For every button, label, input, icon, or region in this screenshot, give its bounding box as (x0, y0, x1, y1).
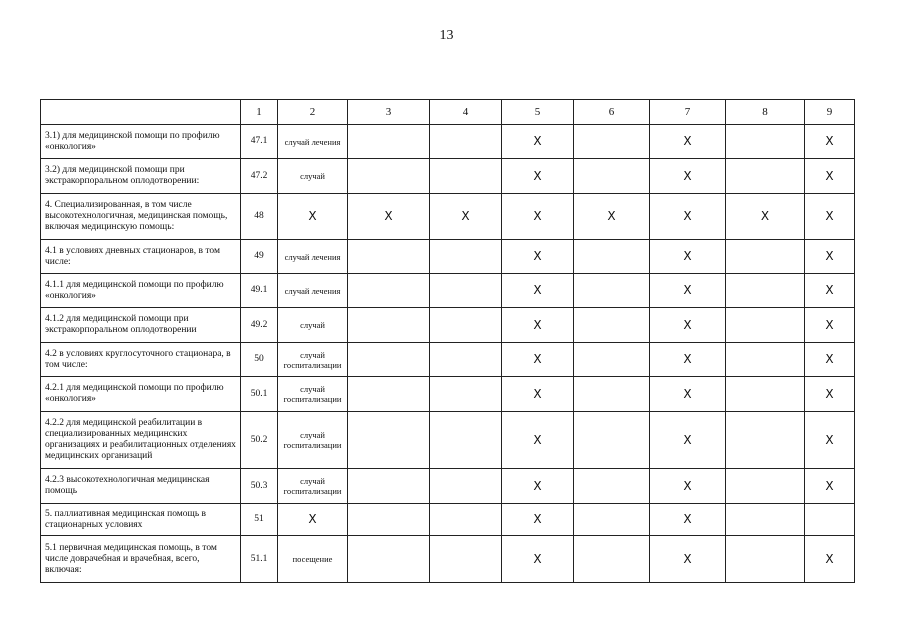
cell-mark (726, 377, 805, 412)
row-code: 47.2 (241, 159, 278, 194)
column-header-2: 2 (278, 100, 348, 125)
table-body (41, 125, 855, 583)
cell-mark (805, 504, 855, 536)
cell-mark: X (650, 159, 726, 194)
cell-mark (430, 504, 502, 536)
row-description: 4.1 в условиях дневных стационаров, в том числе: (41, 240, 241, 274)
cell-mark (574, 504, 650, 536)
cell-mark (574, 343, 650, 377)
cell-mark (348, 125, 430, 159)
cell-mark: X (502, 469, 574, 504)
row-description: 4.2.1 для медицинской помощи по профилю «онкология» (41, 377, 241, 412)
table-row (41, 194, 855, 240)
row-description: 3.1) для медицинской помощи по профилю «онкология» (41, 125, 241, 159)
table-row (41, 274, 855, 308)
cell-mark: X (502, 536, 574, 583)
table-row (41, 240, 855, 274)
cell-mark: X (430, 194, 502, 240)
cell-mark: X (726, 194, 805, 240)
cell-mark (348, 536, 430, 583)
cell-mark: X (650, 274, 726, 308)
row-description: 4.2.2 для медицинской реабилитации в специализированных медицинских организациях и реабилитационных отделениях медицинских организаций (41, 412, 241, 469)
cell-mark: X (805, 377, 855, 412)
cell-mark: X (502, 343, 574, 377)
cell-mark (430, 343, 502, 377)
cell-mark (574, 159, 650, 194)
cell-mark (430, 536, 502, 583)
cell-mark: X (650, 536, 726, 583)
row-unit: случай лечения (278, 125, 348, 159)
cell-mark: X (650, 308, 726, 343)
row-description: 3.2) для медицинской помощи при экстракорпоральном оплодотворении: (41, 159, 241, 194)
row-unit: случай лечения (278, 274, 348, 308)
column-header-9: 9 (805, 100, 855, 125)
row-description: 4.2 в условиях круглосуточного стационара, в том числе: (41, 343, 241, 377)
cell-mark (726, 308, 805, 343)
row-unit: случай лечения (278, 240, 348, 274)
cell-mark (348, 504, 430, 536)
row-unit: случай госпитализации (278, 377, 348, 412)
cell-mark: X (805, 412, 855, 469)
cell-mark: X (502, 308, 574, 343)
cell-mark: X (805, 308, 855, 343)
cell-mark (574, 274, 650, 308)
cell-mark (726, 125, 805, 159)
column-header-3: 3 (348, 100, 430, 125)
cell-mark (726, 343, 805, 377)
cell-mark (726, 412, 805, 469)
cell-mark: X (502, 274, 574, 308)
row-code: 48 (241, 194, 278, 240)
cell-mark (348, 274, 430, 308)
row-unit: случай госпитализации (278, 343, 348, 377)
row-unit: X (278, 504, 348, 536)
cell-mark: X (805, 240, 855, 274)
cell-mark (726, 469, 805, 504)
cell-mark (574, 469, 650, 504)
row-code: 47.1 (241, 125, 278, 159)
table-row (41, 377, 855, 412)
cell-mark: X (502, 377, 574, 412)
row-unit: случай госпитализации (278, 412, 348, 469)
row-code: 50.1 (241, 377, 278, 412)
cell-mark (574, 308, 650, 343)
table-row (41, 504, 855, 536)
row-unit: X (278, 194, 348, 240)
cell-mark: X (574, 194, 650, 240)
cell-mark: X (650, 412, 726, 469)
cell-mark: X (650, 469, 726, 504)
cell-mark (430, 469, 502, 504)
cell-mark (348, 308, 430, 343)
cell-mark (726, 274, 805, 308)
cell-mark: X (650, 343, 726, 377)
cell-mark (430, 274, 502, 308)
cell-mark (430, 412, 502, 469)
cell-mark: X (805, 469, 855, 504)
row-code: 49 (241, 240, 278, 274)
cell-mark: X (805, 274, 855, 308)
row-code: 50.3 (241, 469, 278, 504)
column-header-7: 7 (650, 100, 726, 125)
table-row (41, 536, 855, 583)
row-unit: случай госпитализации (278, 469, 348, 504)
table-row (41, 343, 855, 377)
row-unit: случай (278, 308, 348, 343)
cell-mark: X (348, 194, 430, 240)
cell-mark (348, 240, 430, 274)
cell-mark (726, 536, 805, 583)
data-table (40, 99, 855, 583)
cell-mark (574, 377, 650, 412)
table-row (41, 412, 855, 469)
cell-mark (726, 159, 805, 194)
cell-mark (430, 240, 502, 274)
cell-mark: X (805, 343, 855, 377)
cell-mark: X (502, 240, 574, 274)
row-description: 4.2.3 высокотехнологичная медицинская помощь (41, 469, 241, 504)
cell-mark (430, 159, 502, 194)
cell-mark: X (805, 159, 855, 194)
cell-mark: X (502, 159, 574, 194)
cell-mark: X (805, 536, 855, 583)
table-row (41, 125, 855, 159)
cell-mark (430, 308, 502, 343)
cell-mark (574, 240, 650, 274)
column-header-4: 4 (430, 100, 502, 125)
row-code: 50 (241, 343, 278, 377)
row-code: 49.2 (241, 308, 278, 343)
cell-mark (348, 159, 430, 194)
cell-mark: X (805, 194, 855, 240)
table-row (41, 159, 855, 194)
cell-mark: X (650, 504, 726, 536)
row-description: 5.1 первичная медицинская помощь, в том числе доврачебная и врачебная, всего, включая: (41, 536, 241, 583)
row-unit: случай (278, 159, 348, 194)
header-row (41, 100, 855, 125)
cell-mark (430, 125, 502, 159)
cell-mark: X (502, 504, 574, 536)
cell-mark (726, 240, 805, 274)
cell-mark: X (502, 125, 574, 159)
cell-mark (574, 125, 650, 159)
row-unit: посещение (278, 536, 348, 583)
cell-mark (348, 377, 430, 412)
column-header-8: 8 (726, 100, 805, 125)
cell-mark (348, 343, 430, 377)
row-description: 4.1.2 для медицинской помощи при экстракорпоральном оплодотворении (41, 308, 241, 343)
table-row (41, 308, 855, 343)
cell-mark: X (805, 125, 855, 159)
column-header-1: 1 (241, 100, 278, 125)
row-description: 4.1.1 для медицинской помощи по профилю «онкология» (41, 274, 241, 308)
cell-mark: X (650, 125, 726, 159)
cell-mark (348, 412, 430, 469)
cell-mark: X (650, 194, 726, 240)
cell-mark (574, 536, 650, 583)
row-code: 51 (241, 504, 278, 536)
cell-mark: X (650, 240, 726, 274)
cell-mark (430, 377, 502, 412)
page-number: 13 (439, 28, 454, 43)
cell-mark: X (502, 412, 574, 469)
cell-mark: X (502, 194, 574, 240)
table-row (41, 469, 855, 504)
row-code: 51.1 (241, 536, 278, 583)
row-description: 4. Специализированная, в том числе высокотехнологичная, медицинская помощь, включая медицинскую помощь: (41, 194, 241, 240)
row-description: 5. паллиативная медицинская помощь в стационарных условиях (41, 504, 241, 536)
cell-mark: X (650, 377, 726, 412)
cell-mark (726, 504, 805, 536)
column-header-6: 6 (574, 100, 650, 125)
row-code: 49.1 (241, 274, 278, 308)
cell-mark (574, 412, 650, 469)
row-code: 50.2 (241, 412, 278, 469)
column-header-0 (41, 100, 241, 125)
column-header-5: 5 (502, 100, 574, 125)
cell-mark (348, 469, 430, 504)
